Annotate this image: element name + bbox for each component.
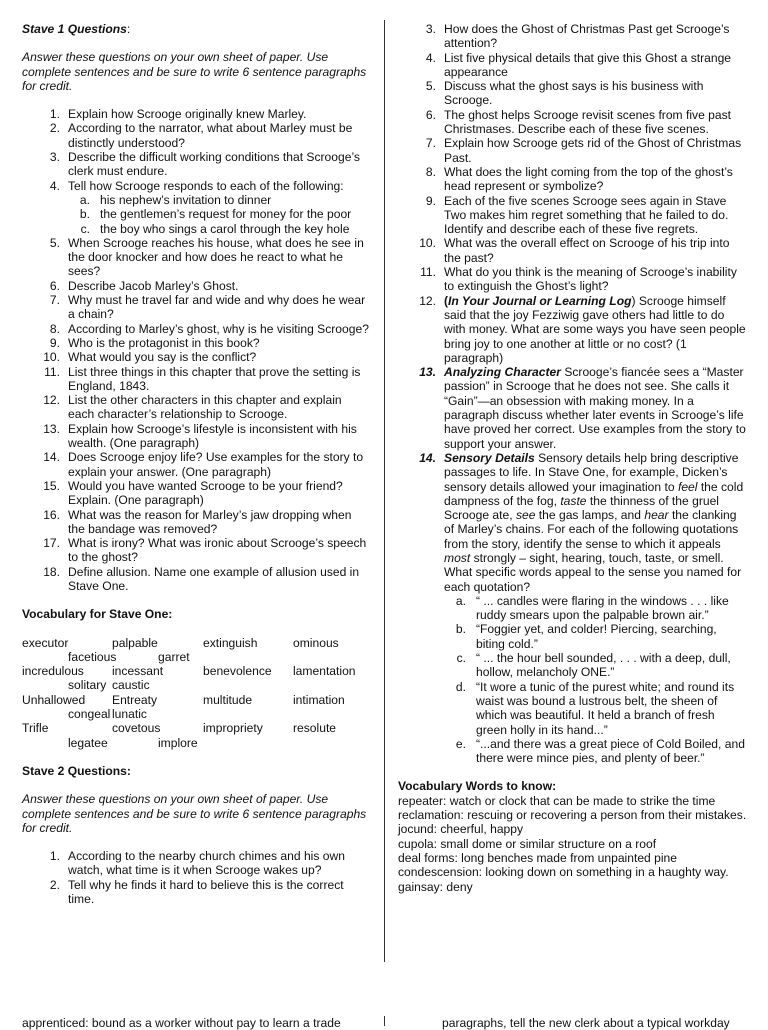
question-item-sensory-details: 14. Sensory Details Sensory details help bring descriptive passages to life. In Stave One, for example, Dicken’s sensory details allowed your imagination to feel the cold dampness of the fog, taste the thinness of the gruel Scrooge ate, see the gas lamps, and hear the clanking of Marley’s chains. For each of the following quotations from the story, identify the sense to which it appeals most strongly – sight, hearing, touch, taste, or smell. What specific words appeal to the sense you named for each quotation? xyxy=(419,450,744,594)
vocab-row xyxy=(22,707,370,721)
question-item: 4. Tell how Scrooge responds to each of the following: xyxy=(49,178,344,193)
question-item: 17. What is irony? What was ironic about Scrooge’s speech to the ghost? xyxy=(43,536,367,565)
quotation-item: c. “ ... the hour bell sounded, . . . with a deep, dull, hollow, melancholy ONE.” xyxy=(456,651,731,680)
vocab-definition: gainsay: deny xyxy=(398,879,473,894)
question-item: 11. List three things in this chapter that prove the setting is England, 1843. xyxy=(44,364,361,393)
sub-question-item: c. the boy who sings a carol through the key hole xyxy=(80,221,350,236)
vocab-word: legatee xyxy=(68,735,108,750)
vocab-word: covetous xyxy=(112,721,161,736)
vocab-row xyxy=(22,721,370,735)
quotation-item: e. “...and there was a great piece of Cold Boiled, and there were mince pies, and plenty of beer.” xyxy=(455,736,745,766)
vocab-definition: reclamation: rescuing or recovering a person from their mistakes. xyxy=(398,808,747,823)
question-item: 9. Each of the five scenes Scrooge sees again in Stave Two makes him regret something that he failed to do. Identify and describe each of these five regrets. xyxy=(425,193,729,237)
vocab-row xyxy=(22,650,370,664)
vocab-definition: repeater: watch or clock that can be made to strike the time xyxy=(398,793,716,808)
question-item: 7. Why must he travel far and wide and why does he wear a chain? xyxy=(49,293,366,322)
question-item: 3. Describe the difficult working conditions that Scrooge’s clerk must endure. xyxy=(49,150,360,179)
question-item: 11. What do you think is the meaning of Scrooge’s inability to extinguish the Ghost’s light? xyxy=(420,265,737,294)
vocab-word: multitude xyxy=(203,692,253,707)
question-item: 9. Who is the protagonist in this book? xyxy=(49,335,260,350)
question-item: 8. What does the light coming from the top of the ghost’s head represent or symbolize? xyxy=(425,164,733,194)
quotation-item: b. “Foggier yet, and colder! Piercing, searching, biting cold.” xyxy=(455,622,717,651)
stave1-heading: Stave 1 Questions: xyxy=(22,22,131,36)
stave1-question-list xyxy=(22,107,370,593)
vocab-row xyxy=(22,636,370,650)
vocab-word: Trifle xyxy=(22,721,49,736)
question-item: 6. Describe Jacob Marley’s Ghost. xyxy=(49,278,239,293)
vocab-word: Unhallowed xyxy=(22,692,86,707)
question-item: 10. What would you say is the conflict? xyxy=(43,350,257,365)
vocab-word: implore xyxy=(158,735,198,750)
vocab-word: caustic xyxy=(112,678,150,693)
vocab-word: executor xyxy=(22,635,69,650)
question-item-analyzing-character: 13. Analyzing Character Scrooge’s fiancée sees a “Master passion” in Scrooge that he does not see. She calls it “Gain”—an obsession with making money. In a paragraph discuss whether later events in Scrooge’s life have proved her correct. Use examples from the story to support your answer. xyxy=(419,365,746,451)
vocab-row xyxy=(22,736,370,750)
vocab-row xyxy=(22,664,370,678)
vocab-row xyxy=(22,693,370,707)
vocab-definition: condescension: looking down on something in a haughty way. xyxy=(398,865,729,880)
vocab-word: lunatic xyxy=(112,707,147,722)
question-item: 12. List the other characters in this chapter and explain each character’s relationship to Scrooge. xyxy=(43,393,342,422)
question-item: 16. What was the reason for Marley’s jaw dropping when the bandage was removed? xyxy=(43,507,352,536)
vocab-word: impropriety xyxy=(203,721,263,736)
next-page-text-left: apprenticed: bound as a worker without pay to learn a trade xyxy=(22,1016,341,1030)
question-item: 10. What was the overall effect on Scrooge of his trip into the past? xyxy=(419,236,730,265)
vocab-word: solitary xyxy=(68,678,107,693)
vocab-words-heading: Vocabulary Words to know: xyxy=(398,779,557,794)
sub-question-item: a. his nephew’s invitation to dinner xyxy=(79,192,272,207)
stave1-vocab-heading: Vocabulary for Stave One: xyxy=(22,607,173,622)
stave1-instructions: Answer these questions on your own sheet of paper. Use complete sentences and be sure to write 6 sentence paragraphs for credit. xyxy=(22,50,367,93)
question-item: 1. Explain how Scrooge originally knew Marley. xyxy=(49,107,307,122)
vocab-definition: jocund: cheerful, happy xyxy=(398,822,524,837)
vocab-definition: cupola: small dome or similar structure on a roof xyxy=(398,836,657,851)
question-item: 2. According to the narrator, what about Marley must be distinctly understood? xyxy=(49,121,353,150)
question-item: 8. According to Marley’s ghost, why is he visiting Scrooge? xyxy=(49,321,369,336)
column-divider-top xyxy=(384,20,385,962)
vocab-word: facetious xyxy=(68,649,117,664)
question-item: 15. Would you have wanted Scrooge to be your friend? Explain. (One paragraph) xyxy=(43,478,343,508)
question-item: 6. The ghost helps Scrooge revisit scenes from five past Christmases. Describe each of these five scenes. xyxy=(425,107,732,137)
left-column xyxy=(22,22,370,906)
vocab-word: congeal xyxy=(68,707,111,722)
question-item: 5. When Scrooge reaches his house, what does he see in the door knocker and how does he react to what he sees? xyxy=(49,235,364,279)
stave2-heading: Stave 2 Questions: xyxy=(22,763,131,778)
vocab-word: ominous xyxy=(293,635,339,650)
vocab-word: Entreaty xyxy=(112,692,158,707)
question-item: 3. How does the Ghost of Christmas Past get Scrooge’s attention? xyxy=(425,22,730,51)
stave1-vocab-grid xyxy=(22,636,370,750)
question-item: 1. According to the nearby church chimes and his own watch, what time is it when Scrooge wakes up? xyxy=(49,849,345,878)
vocab-word: lamentation xyxy=(293,664,356,679)
vocab-word: resolute xyxy=(293,721,337,736)
vocab-word: incessant xyxy=(112,664,164,679)
vocab-word: garret xyxy=(158,649,190,664)
vocab-row xyxy=(22,678,370,692)
question-item: 7. Explain how Scrooge gets rid of the Ghost of Christmas Past. xyxy=(425,136,742,165)
stave2-instructions: Answer these questions on your own sheet of paper. Use complete sentences and be sure to write 6 sentence paragraphs for credit. xyxy=(22,792,367,835)
question-item: 4. List five physical details that give this Ghost a strange appearance xyxy=(425,50,732,79)
vocab-word: palpable xyxy=(112,635,158,650)
question-item: 2. Tell why he finds it hard to believe this is the correct time. xyxy=(49,877,344,907)
stave2-question-list-continued xyxy=(398,22,748,765)
vocab-word: benevolence xyxy=(203,664,272,679)
vocab-word: extinguish xyxy=(203,635,258,650)
vocab-word: incredulous xyxy=(22,664,84,679)
next-page-text-right: paragraphs, tell the new clerk about a typical workday xyxy=(442,1016,730,1030)
question-item: 13. Explain how Scrooge’s lifestyle is inconsistent with his wealth. (One paragraph) xyxy=(43,421,357,451)
stave2-question-list xyxy=(22,849,370,906)
quotation-item: a. “ ... candles were flaring in the windows . . . like ruddy smears upon the palpable brown air.” xyxy=(455,593,729,623)
column-divider-bottom xyxy=(384,1016,385,1026)
question-item-journal: 12. (In Your Journal or Learning Log) Scrooge himself said that the joy Fezziwig gave others had little to do with money. What are some ways you have seen people bring joy to one another at little or no cost? (1 paragraph) xyxy=(419,293,746,365)
quotation-item: d. “It wore a tunic of the purest white; and round its waist was bound a lustrous belt, the sheen of which was beautiful. It held a branch of fresh green holly in its hand...” xyxy=(455,679,735,737)
question-item: 5. Discuss what the ghost says is his business with Scrooge. xyxy=(425,79,704,108)
sub-question-item: b. the gentlemen’s request for money for the poor xyxy=(79,207,352,222)
vocab-definition: deal forms: long benches made from unpainted pine xyxy=(398,850,678,865)
question-item: 18. Define allusion. Name one example of allusion used in Stave One. xyxy=(43,564,360,593)
vocab-word: intimation xyxy=(293,692,345,707)
right-column xyxy=(398,22,748,894)
question-item: 14. Does Scrooge enjoy life? Use examples for the story to explain your answer. (One paragraph) xyxy=(43,450,364,479)
